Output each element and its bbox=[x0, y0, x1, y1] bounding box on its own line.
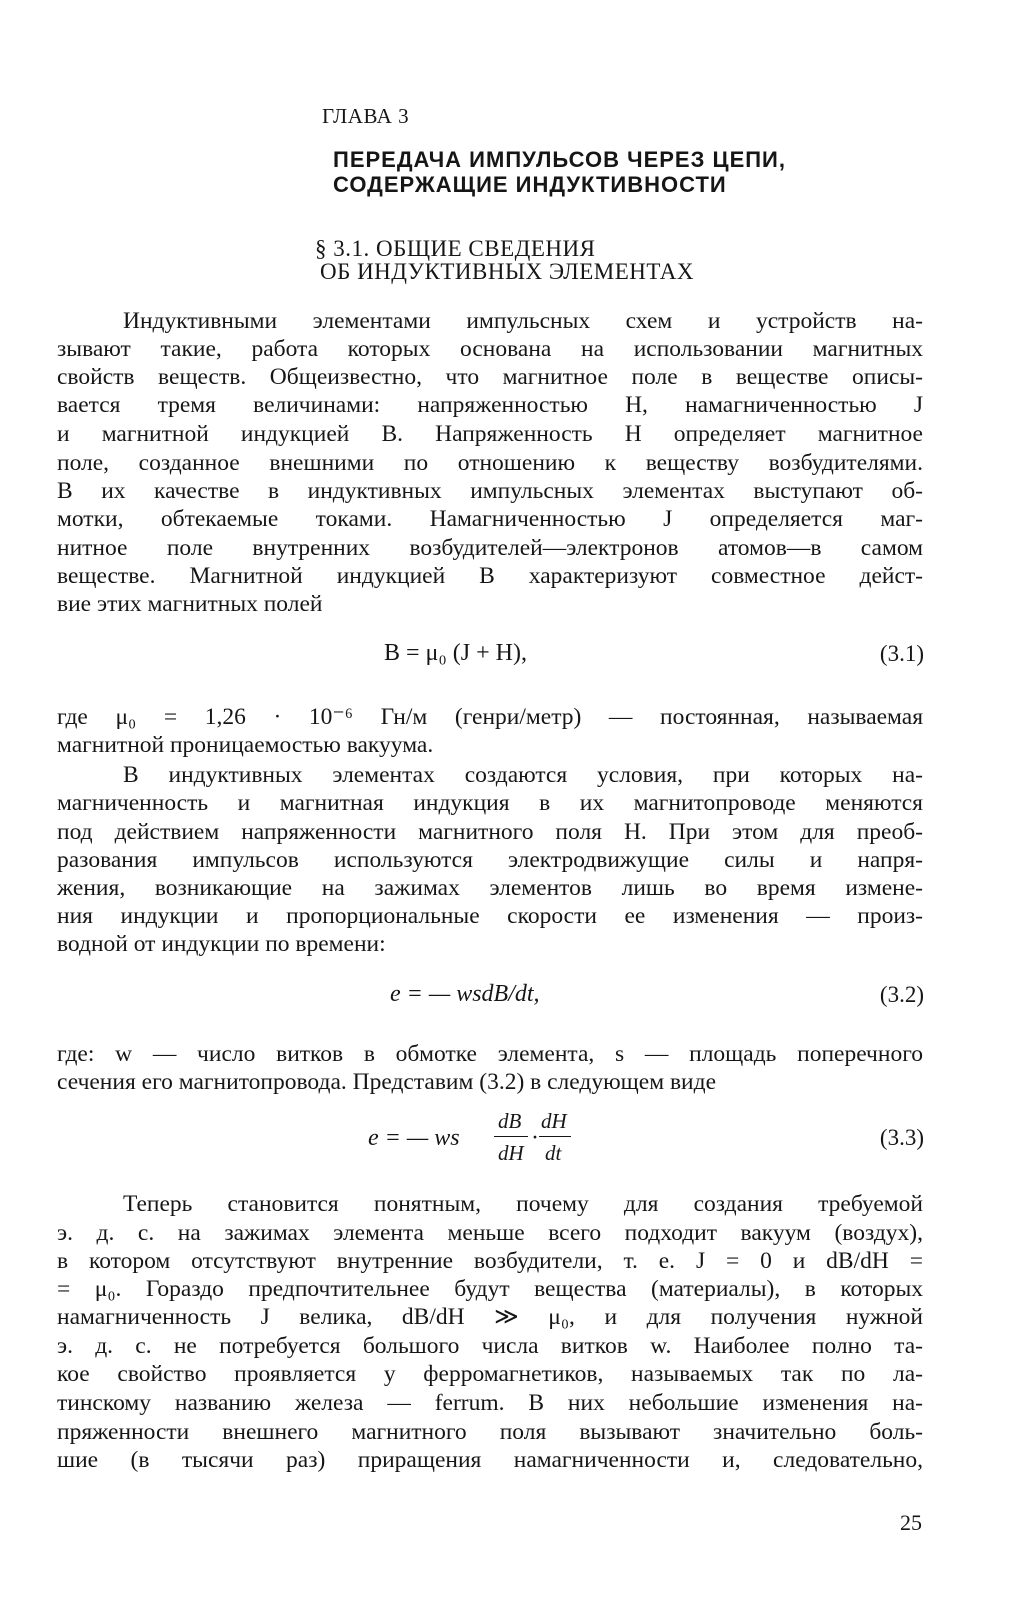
paragraph-1-line: мотки, обтекаемые токами. Намагниченностью J определяется маг- bbox=[57, 506, 923, 532]
equation-3-3-lhs: e = — ws bbox=[368, 1125, 460, 1151]
paragraph-5-line: = μ₀. Гораздо предпочтительнее будут вещества (материалы), в которых bbox=[57, 1276, 923, 1302]
page-number: 25 bbox=[900, 1510, 922, 1535]
paragraph-3-line: разования импульсов используются электродвижущие силы и напря- bbox=[57, 847, 923, 873]
paragraph-3-line: ния индукции и пропорциональные скорости ее изменения — произ- bbox=[57, 903, 923, 929]
paragraph-4-line: где: w — число витков в обмотке элемента, s — площадь поперечного bbox=[57, 1041, 923, 1067]
paragraph-5-line: Теперь становится понятным, почему для создания требуемой bbox=[123, 1191, 923, 1217]
paragraph-3-line: магниченность и магнитная индукция в их магнитопроводе меняются bbox=[57, 790, 923, 816]
equation-3-2-number: (3.2) bbox=[879, 982, 924, 1007]
paragraph-1-line: зывают такие, работа которых основана на использовании магнитных bbox=[57, 336, 923, 362]
paragraph-3-line: В индуктивных элементах создаются условия, при которых на- bbox=[123, 762, 923, 788]
paragraph-1-line: свойств веществ. Общеизвестно, что магнитное поле в веществе описы- bbox=[57, 364, 923, 390]
paragraph-1-line: вие этих магнитных полей bbox=[57, 591, 323, 617]
paragraph-1-line: В их качестве в индуктивных импульсных элементах выступают об- bbox=[57, 478, 923, 504]
paragraph-1-line: Индуктивными элементами импульсных схем и устройств на- bbox=[123, 308, 923, 334]
paragraph-5-line: кое свойство проявляется у ферромагнетиков, называемых так по ла- bbox=[57, 1361, 923, 1387]
paragraph-1-line: нитное поле внутренних возбудителей—электронов атомов—в самом bbox=[57, 535, 923, 561]
paragraph-5-line: намагниченность J велика, dB/dH ≫ μ₀, и для получения нужной bbox=[57, 1304, 923, 1330]
equation-3-1-number: (3.1) bbox=[879, 641, 924, 666]
equation-3-1: B = μ₀ (J + H), bbox=[384, 640, 527, 666]
fraction-2-numerator: dH bbox=[541, 1109, 567, 1133]
fraction-1-bar bbox=[494, 1136, 528, 1137]
paragraph-1-line: вается тремя величинами: напряженностью H, намагниченностью J bbox=[57, 392, 923, 418]
fraction-1-denominator: dH bbox=[498, 1141, 524, 1165]
paragraph-3-line: жения, возникающие на зажимах элементов лишь во время измене- bbox=[57, 875, 923, 901]
section-heading-line-1: § 3.1. ОБЩИЕ СВЕДЕНИЯ bbox=[315, 236, 596, 261]
paragraph-5-line: э. д. с. не потребуется большого числа витков w. Наиболее полно та- bbox=[57, 1333, 923, 1359]
fraction-2-bar bbox=[539, 1136, 571, 1137]
paragraph-4-line: сечения его магнитопровода. Представим (3.2) в следующем виде bbox=[57, 1069, 716, 1095]
paragraph-2-line: где μ₀ = 1,26 · 10⁻⁶ Гн/м (генри/метр) — постоянная, называемая bbox=[57, 704, 923, 730]
paragraph-5-line: шие (в тысячи раз) приращения намагниченности и, следовательно, bbox=[57, 1447, 923, 1473]
paragraph-5-line: тинскому названию железа — ferrum. В них небольшие изменения на- bbox=[57, 1390, 923, 1416]
paragraph-1-line: веществе. Магнитной индукцией B характеризуют совместное дейст- bbox=[57, 563, 923, 589]
fraction-2-denominator: dt bbox=[545, 1141, 562, 1165]
paragraph-1-line: поле, созданное внешними по отношению к веществу возбудителями. bbox=[57, 450, 923, 476]
chapter-label: ГЛАВА 3 bbox=[322, 104, 410, 128]
chapter-title-line-2: СОДЕРЖАЩИЕ ИНДУКТИВНОСТИ bbox=[333, 172, 727, 197]
equation-3-3-number: (3.3) bbox=[879, 1125, 924, 1150]
paragraph-3-line: под действием напряженности магнитного поля H. При этом для преоб- bbox=[57, 819, 923, 845]
section-heading-line-2: ОБ ИНДУКТИВНЫХ ЭЛЕМЕНТАХ bbox=[320, 259, 695, 284]
multiplication-dot: · bbox=[531, 1125, 539, 1151]
paragraph-2-line: магнитной проницаемостью вакуума. bbox=[57, 732, 434, 758]
paragraph-5-line: в котором отсутствуют внутренние возбудители, т. е. J = 0 и dB/dH = bbox=[57, 1248, 923, 1274]
chapter-title-line-1: ПЕРЕДАЧА ИМПУЛЬСОВ ЧЕРЕЗ ЦЕПИ, bbox=[333, 147, 786, 172]
fraction-1-numerator: dB bbox=[498, 1109, 522, 1133]
equation-3-2: e = — wsdB/dt, bbox=[390, 981, 540, 1007]
paragraph-5-line: пряженности внешнего магнитного поля вызывают значительно боль- bbox=[57, 1419, 923, 1445]
paragraph-5-line: э. д. с. на зажимах элемента меньше всего подходит вакуум (воздух), bbox=[57, 1220, 923, 1246]
paragraph-3-line: водной от индукции по времени: bbox=[57, 931, 386, 957]
paragraph-1-line: и магнитной индукцией B. Напряженность H определяет магнитное bbox=[57, 421, 923, 447]
